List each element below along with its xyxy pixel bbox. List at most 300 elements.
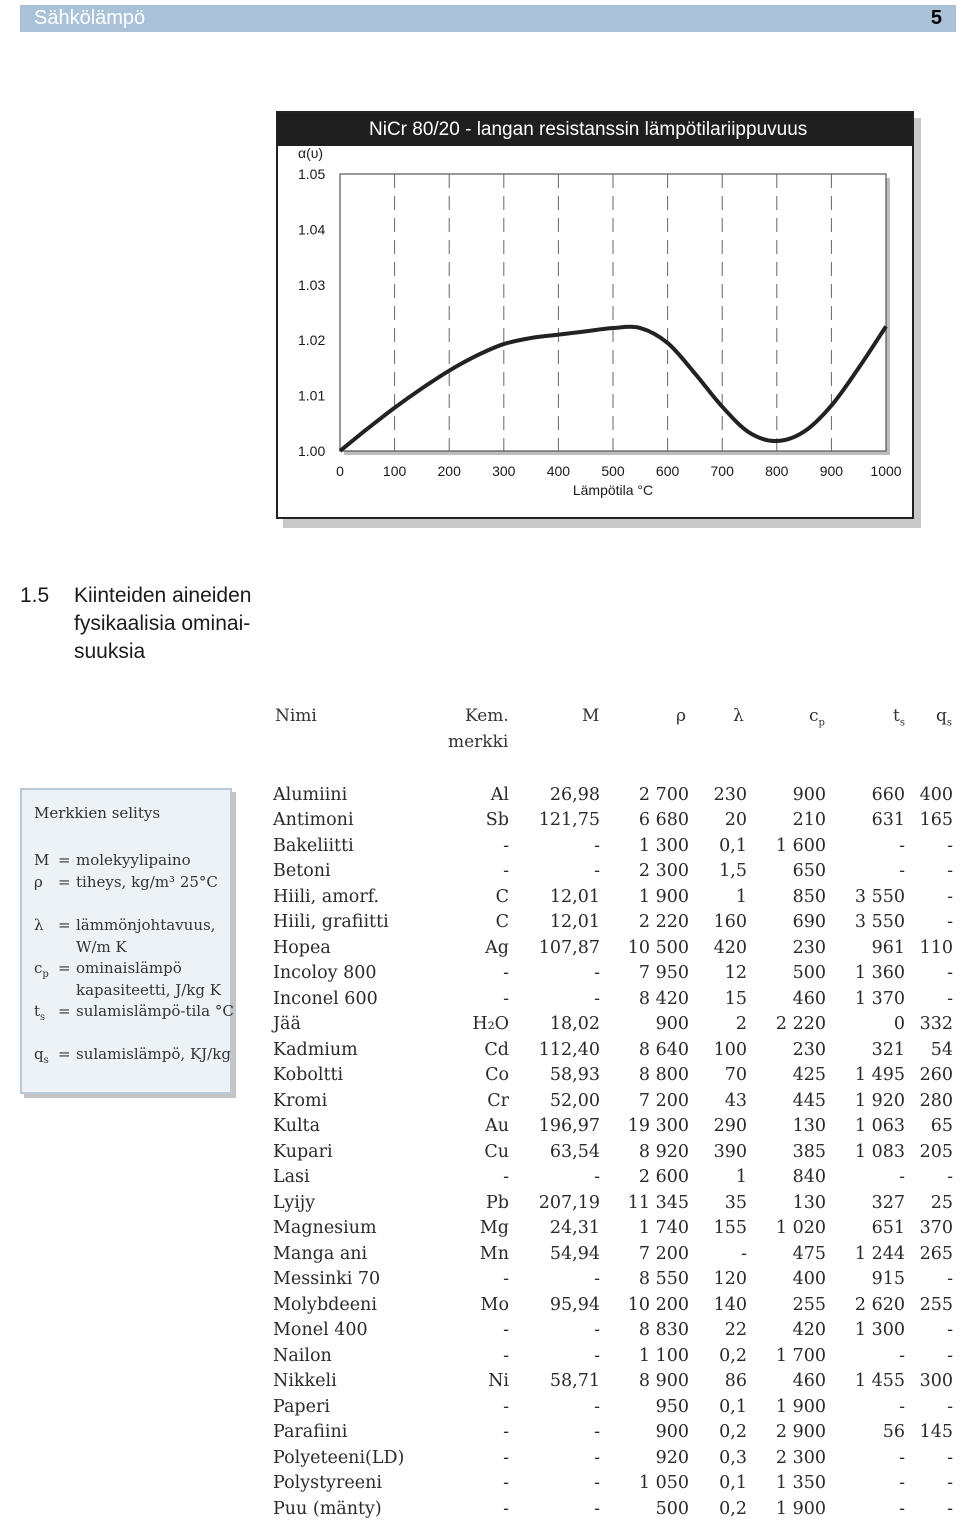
cell-latent-heat: -	[947, 1447, 953, 1468]
chart-panel	[276, 111, 914, 519]
cell-heat-capacity: 130	[792, 1192, 826, 1213]
cell-melting-point: 631	[871, 810, 905, 831]
cell-density: 8 920	[638, 1141, 689, 1162]
cell-heat-capacity: 1 020	[775, 1218, 826, 1239]
cell-name: Parafiini	[273, 1422, 348, 1443]
cell-melting-point: -	[899, 835, 905, 856]
cell-symbol: -	[503, 988, 509, 1009]
cell-conductivity: 70	[724, 1065, 747, 1086]
cell-melting-point: 1 063	[854, 1116, 905, 1137]
table-row	[273, 1445, 953, 1471]
cell-conductivity: 0,1	[719, 1396, 747, 1417]
cell-conductivity: 420	[713, 937, 747, 958]
x-tick-label: 300	[492, 463, 516, 479]
cell-heat-capacity: 130	[792, 1116, 826, 1137]
cell-name: Koboltti	[273, 1065, 344, 1086]
cell-conductivity: -	[741, 1243, 747, 1264]
cell-molar-mass: 107,87	[538, 937, 600, 958]
cell-melting-point: 2 620	[854, 1294, 905, 1315]
cell-latent-heat: 65	[930, 1116, 953, 1137]
cell-molar-mass: 196,97	[538, 1116, 600, 1137]
cell-latent-heat: -	[947, 963, 953, 984]
cell-conductivity: 0,1	[719, 835, 747, 856]
cell-molar-mass: 26,98	[549, 784, 600, 805]
cell-molar-mass: 24,31	[549, 1218, 600, 1239]
legend-equals: =	[58, 851, 71, 869]
header-m: M	[582, 706, 600, 726]
cell-latent-heat: 280	[919, 1090, 953, 1111]
legend-symbol	[34, 958, 56, 986]
cell-latent-heat: 400	[919, 784, 953, 805]
cell-melting-point: 1 244	[854, 1243, 905, 1264]
x-axis-label: Lämpötila °C	[572, 482, 654, 498]
properties-table	[273, 782, 953, 1522]
cell-latent-heat: 332	[919, 1014, 953, 1035]
cell-name: Incoloy 800	[273, 963, 377, 984]
cell-conductivity: 43	[724, 1090, 747, 1111]
cell-melting-point: 1 920	[854, 1090, 905, 1111]
legend-symbol-main: ρ	[34, 873, 43, 891]
cell-heat-capacity: 460	[792, 988, 826, 1009]
cell-latent-heat: -	[947, 1473, 953, 1494]
legend-equals: =	[58, 1045, 71, 1063]
table-row	[273, 1496, 953, 1522]
cell-symbol: Al	[490, 784, 509, 805]
header-name: Nimi	[275, 706, 317, 726]
legend-equals: =	[58, 916, 71, 934]
cell-density: 6 680	[638, 810, 689, 831]
cell-conductivity: 290	[713, 1116, 747, 1137]
legend-symbol-sub: s	[40, 1012, 46, 1023]
cell-name: Messinki 70	[273, 1269, 381, 1290]
cell-conductivity: 390	[713, 1141, 747, 1162]
legend-symbol-main: t	[34, 1002, 41, 1020]
cell-latent-heat: -	[947, 1320, 953, 1341]
table-header	[0, 706, 960, 756]
cell-conductivity: 0,2	[719, 1422, 747, 1443]
cell-name: Magnesium	[273, 1218, 377, 1239]
cell-name: Manga ani	[273, 1243, 368, 1264]
y-tick-label: 1.00	[298, 443, 326, 459]
cell-molar-mass: -	[594, 988, 600, 1009]
cell-name: Jää	[273, 1014, 301, 1035]
y-axis-label: α(υ)	[298, 145, 324, 161]
cell-melting-point: 56	[882, 1422, 905, 1443]
section-title: Kiinteiden aineiden fysikaalisia ominai-suuksia	[74, 584, 252, 663]
legend-description: ominaislämpö kapasiteetti, J/kg K	[76, 959, 221, 999]
cell-latent-heat: 265	[919, 1243, 953, 1264]
legend-box	[20, 788, 232, 1094]
cell-symbol: Sb	[485, 810, 509, 831]
cell-symbol: -	[503, 1320, 509, 1341]
cell-heat-capacity: 230	[792, 1039, 826, 1060]
cell-symbol: Cd	[484, 1039, 509, 1060]
cell-conductivity: 0,3	[719, 1447, 747, 1468]
cell-molar-mass: -	[594, 1422, 600, 1443]
cell-melting-point: -	[899, 1396, 905, 1417]
cell-melting-point: 1 083	[854, 1141, 905, 1162]
cell-molar-mass: 12,01	[549, 912, 600, 933]
cell-heat-capacity: 1 700	[775, 1345, 826, 1366]
cell-conductivity: 12	[724, 963, 747, 984]
cell-symbol: C	[495, 912, 509, 933]
cell-latent-heat: 205	[919, 1141, 953, 1162]
page-number: 5	[930, 7, 942, 29]
cell-heat-capacity: 460	[792, 1371, 826, 1392]
legend-symbol	[34, 1044, 56, 1072]
cell-conductivity: 100	[713, 1039, 747, 1060]
cell-name: Betoni	[273, 861, 331, 882]
cell-latent-heat: -	[947, 988, 953, 1009]
cell-melting-point: 651	[871, 1218, 905, 1239]
cell-name: Kupari	[273, 1141, 333, 1162]
cell-conductivity: 230	[713, 784, 747, 805]
cell-heat-capacity: 1 350	[775, 1473, 826, 1494]
cell-conductivity: 15	[724, 988, 747, 1009]
y-tick-label: 1.05	[298, 166, 326, 182]
cell-molar-mass: 121,75	[538, 810, 600, 831]
cell-latent-heat: -	[947, 1269, 953, 1290]
cell-symbol: Pb	[486, 1192, 509, 1213]
cell-density: 1 050	[638, 1473, 689, 1494]
cell-density: 950	[655, 1396, 689, 1417]
table-row	[273, 1292, 953, 1318]
cell-symbol: C	[495, 886, 509, 907]
legend-description: molekyylipaino	[76, 851, 191, 869]
table-row	[273, 1267, 953, 1293]
table-row	[273, 782, 953, 808]
header-title: Sähkölämpö	[34, 7, 146, 29]
cell-density: 7 950	[638, 963, 689, 984]
cell-melting-point: 1 360	[854, 963, 905, 984]
cell-conductivity: 35	[724, 1192, 747, 1213]
cell-latent-heat: 110	[919, 937, 953, 958]
cell-latent-heat: 165	[919, 810, 953, 831]
header-qs-sub: s	[946, 717, 953, 729]
cell-heat-capacity: 840	[792, 1167, 826, 1188]
cell-symbol: H₂O	[472, 1014, 509, 1035]
cell-latent-heat: 255	[919, 1294, 953, 1315]
header-lambda: λ	[733, 706, 744, 726]
x-tick-label: 900	[819, 463, 844, 479]
cell-molar-mass: -	[594, 861, 600, 882]
cell-molar-mass: 207,19	[538, 1192, 600, 1213]
cell-conductivity: 20	[724, 810, 747, 831]
chart-title: NiCr 80/20 - langan resistanssin lämpötilariippuvuus	[278, 113, 912, 146]
cell-density: 500	[655, 1498, 689, 1519]
cell-latent-heat: -	[947, 912, 953, 933]
cell-heat-capacity: 420	[792, 1320, 826, 1341]
cell-density: 8 420	[638, 988, 689, 1009]
table-row	[273, 935, 953, 961]
cell-molar-mass: -	[594, 1345, 600, 1366]
cell-heat-capacity: 1 900	[775, 1396, 826, 1417]
cell-symbol: -	[503, 1498, 509, 1519]
cell-heat-capacity: 2 300	[775, 1447, 826, 1468]
cell-density: 2 220	[638, 912, 689, 933]
cell-density: 7 200	[638, 1090, 689, 1111]
table-row	[273, 1165, 953, 1191]
table-row	[273, 1216, 953, 1242]
cell-name: Nikkeli	[273, 1371, 337, 1392]
y-tick-label: 1.02	[298, 332, 326, 349]
header-cp	[809, 706, 825, 728]
cell-latent-heat: 54	[930, 1039, 953, 1060]
cell-density: 1 900	[638, 886, 689, 907]
cell-symbol: -	[503, 1396, 509, 1417]
cell-density: 8 830	[638, 1320, 689, 1341]
legend-description: lämmönjohtavuus, W/m K	[76, 916, 216, 956]
cell-symbol: Mn	[479, 1243, 509, 1264]
cell-conductivity: 86	[724, 1371, 747, 1392]
legend-symbol-sub: p	[42, 969, 49, 980]
cell-heat-capacity: 230	[792, 937, 826, 958]
cell-density: 10 500	[627, 937, 689, 958]
cell-melting-point: -	[899, 1345, 905, 1366]
cell-melting-point: 1 495	[854, 1065, 905, 1086]
cell-symbol: -	[503, 1422, 509, 1443]
legend-description: sulamislämpö, KJ/kg	[76, 1045, 231, 1063]
table-row	[273, 1012, 953, 1038]
cell-symbol: Mo	[480, 1294, 509, 1315]
table-row	[273, 1241, 953, 1267]
header-rho: ρ	[676, 706, 686, 726]
table-row	[273, 1088, 953, 1114]
cell-symbol: -	[503, 861, 509, 882]
cell-heat-capacity: 1 600	[775, 835, 826, 856]
cell-name: Hiili, amorf.	[273, 886, 380, 907]
cell-latent-heat: 300	[919, 1371, 953, 1392]
cell-conductivity: 1	[735, 886, 747, 907]
cell-molar-mass: 18,02	[549, 1014, 600, 1035]
cell-molar-mass: -	[594, 1447, 600, 1468]
x-tick-label: 800	[765, 463, 789, 479]
cell-melting-point: 915	[871, 1269, 905, 1290]
cell-heat-capacity: 1 900	[775, 1498, 826, 1519]
header-ts-sub: s	[899, 717, 905, 729]
legend-equals: =	[58, 873, 71, 891]
cell-name: Kulta	[273, 1116, 321, 1137]
cell-melting-point: 660	[871, 784, 905, 805]
header-qs	[936, 706, 952, 728]
cell-melting-point: 1 455	[854, 1371, 905, 1392]
cell-melting-point: -	[899, 1167, 905, 1188]
cell-name: Monel 400	[273, 1320, 368, 1341]
legend-symbol-main: c	[34, 959, 43, 977]
cell-molar-mass: -	[594, 1167, 600, 1188]
cell-melting-point: 1 300	[854, 1320, 905, 1341]
legend-symbol	[34, 872, 56, 894]
cell-molar-mass: 54,94	[549, 1243, 600, 1264]
cell-symbol: Cr	[487, 1090, 509, 1111]
table-row	[273, 1063, 953, 1089]
legend-symbol-main: M	[34, 851, 50, 869]
cell-conductivity: 0,2	[719, 1498, 747, 1519]
cell-density: 19 300	[627, 1116, 689, 1137]
cell-latent-heat: -	[947, 1167, 953, 1188]
legend-symbol	[34, 850, 56, 872]
cell-density: 2 300	[638, 861, 689, 882]
cell-latent-heat: -	[947, 1498, 953, 1519]
cell-heat-capacity: 385	[792, 1141, 826, 1162]
y-tick-label: 1.04	[298, 221, 326, 238]
table-row	[273, 833, 953, 859]
cell-heat-capacity: 425	[792, 1065, 826, 1086]
cell-heat-capacity: 210	[792, 810, 826, 831]
cell-melting-point: -	[899, 1498, 905, 1519]
cell-name: Alumiini	[273, 784, 348, 805]
cell-latent-heat: 370	[919, 1218, 953, 1239]
x-tick-label: 200	[437, 463, 461, 479]
cell-latent-heat: -	[947, 835, 953, 856]
legend-equals: =	[58, 1002, 71, 1020]
header-symbol-line1: Kem.	[465, 706, 509, 726]
cell-name: Kromi	[273, 1090, 328, 1111]
cell-name: Molybdeeni	[273, 1294, 377, 1315]
cell-molar-mass: -	[594, 1320, 600, 1341]
cell-symbol: Co	[485, 1065, 509, 1086]
cell-name: Nailon	[273, 1345, 332, 1366]
x-tick-label: 400	[546, 463, 571, 479]
header-ts-main: t	[893, 706, 900, 726]
table-row	[273, 808, 953, 834]
cell-heat-capacity: 650	[792, 861, 826, 882]
cell-density: 11 345	[627, 1192, 689, 1213]
cell-density: 900	[655, 1422, 689, 1443]
cell-name: Lyijy	[273, 1192, 316, 1213]
table-row	[273, 1471, 953, 1497]
x-tick-label: 700	[710, 463, 734, 479]
cell-symbol: Au	[485, 1116, 509, 1137]
cell-symbol: -	[503, 963, 509, 984]
cell-density: 8 900	[638, 1371, 689, 1392]
table-row	[273, 1037, 953, 1063]
cell-molar-mass: -	[594, 1396, 600, 1417]
y-tick-label: 1.03	[298, 276, 326, 293]
cell-molar-mass: 52,00	[549, 1090, 600, 1111]
cell-density: 2 700	[638, 784, 689, 805]
y-tick-label: 1.01	[298, 387, 326, 404]
cell-heat-capacity: 2 220	[775, 1014, 826, 1035]
legend-title: Merkkien selitys	[34, 804, 161, 822]
properties-table-body	[273, 782, 953, 1522]
cell-symbol: -	[503, 1447, 509, 1468]
cell-symbol: -	[503, 1269, 509, 1290]
cell-conductivity: 140	[713, 1294, 747, 1315]
cell-melting-point: -	[899, 861, 905, 882]
header-cp-sub: p	[818, 717, 825, 729]
table-row	[273, 884, 953, 910]
cell-density: 900	[655, 1014, 689, 1035]
cell-name: Inconel 600	[273, 988, 378, 1009]
cell-molar-mass: 112,40	[538, 1039, 600, 1060]
cell-molar-mass: -	[594, 1473, 600, 1494]
x-tick-label: 0	[336, 463, 344, 479]
cell-melting-point: 3 550	[854, 912, 905, 933]
legend-equals: =	[58, 959, 71, 977]
cell-symbol: Ag	[485, 937, 509, 958]
cell-latent-heat: 25	[930, 1192, 953, 1213]
cell-melting-point: 327	[871, 1192, 905, 1213]
x-tick-label: 1000	[870, 463, 902, 479]
legend-symbol-sub: s	[43, 1055, 49, 1066]
cell-heat-capacity: 500	[792, 963, 826, 984]
cell-name: Paperi	[273, 1396, 330, 1417]
header-qs-main: q	[936, 706, 947, 726]
cell-melting-point: 1 370	[854, 988, 905, 1009]
table-row	[273, 1114, 953, 1140]
table-row	[273, 961, 953, 987]
section-number: 1.5	[20, 584, 50, 607]
header-ts	[893, 706, 905, 728]
cell-symbol: -	[503, 835, 509, 856]
cell-molar-mass: 58,93	[549, 1065, 600, 1086]
table-row	[273, 859, 953, 885]
cell-molar-mass: 58,71	[549, 1371, 600, 1392]
cell-name: Kadmium	[273, 1039, 358, 1060]
cell-heat-capacity: 690	[792, 912, 826, 933]
cell-name: Polyeteeni(LD)	[273, 1447, 405, 1468]
header-symbol-line2: merkki	[448, 732, 509, 752]
legend-symbol-main: λ	[34, 916, 44, 934]
cell-latent-heat: -	[947, 1396, 953, 1417]
cell-name: Polystyreeni	[273, 1473, 382, 1494]
legend-symbol	[34, 915, 56, 937]
resistance-chart	[278, 113, 912, 517]
legend-description: sulamislämpö-tila °C	[76, 1002, 234, 1020]
cell-density: 10 200	[627, 1294, 689, 1315]
table-row	[273, 1190, 953, 1216]
cell-latent-heat: -	[947, 886, 953, 907]
cell-heat-capacity: 445	[792, 1090, 826, 1111]
cell-melting-point: -	[899, 1447, 905, 1468]
cell-melting-point: 321	[871, 1039, 905, 1060]
cell-conductivity: 160	[713, 912, 747, 933]
cell-density: 8 800	[638, 1065, 689, 1086]
cell-symbol: Ni	[488, 1371, 509, 1392]
legend-symbol-main: q	[34, 1045, 44, 1063]
cell-latent-heat: 145	[919, 1422, 953, 1443]
cell-molar-mass: 63,54	[549, 1141, 600, 1162]
cell-melting-point: -	[899, 1473, 905, 1494]
cell-conductivity: 22	[724, 1320, 747, 1341]
table-row	[273, 1139, 953, 1165]
cell-name: Bakeliitti	[273, 835, 354, 856]
page-header	[20, 5, 956, 32]
cell-molar-mass: -	[594, 963, 600, 984]
cell-name: Antimoni	[273, 810, 354, 831]
cell-density: 1 740	[638, 1218, 689, 1239]
table-row	[273, 986, 953, 1012]
cell-molar-mass: 12,01	[549, 886, 600, 907]
cell-conductivity: 2	[735, 1014, 747, 1035]
cell-molar-mass: -	[594, 1269, 600, 1290]
cell-latent-heat: 260	[919, 1065, 953, 1086]
cell-symbol: Mg	[479, 1218, 509, 1239]
cell-name: Puu (mänty)	[273, 1498, 382, 1519]
table-row	[273, 1343, 953, 1369]
cell-heat-capacity: 850	[792, 886, 826, 907]
cell-density: 2 600	[638, 1167, 689, 1188]
cell-conductivity: 1,5	[719, 861, 747, 882]
cell-density: 1 300	[638, 835, 689, 856]
cell-heat-capacity: 2 900	[775, 1422, 826, 1443]
cell-latent-heat: -	[947, 861, 953, 882]
cell-density: 920	[655, 1447, 689, 1468]
cell-heat-capacity: 475	[792, 1243, 826, 1264]
cell-melting-point: 3 550	[854, 886, 905, 907]
header-cp-main: c	[809, 706, 819, 726]
